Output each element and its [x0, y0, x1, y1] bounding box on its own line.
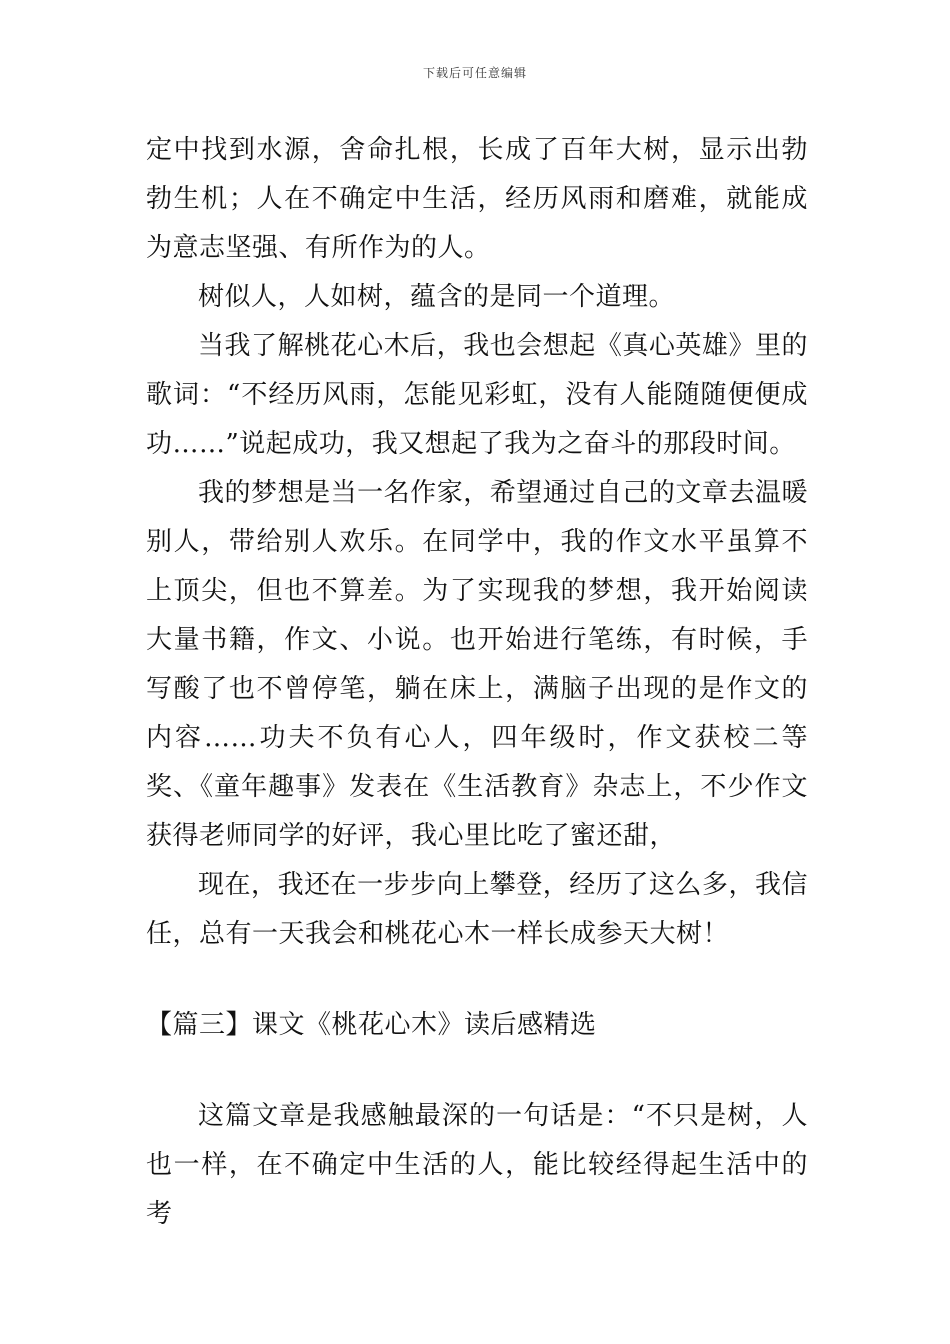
paragraph-continued: 定中找到水源，舍命扎根，长成了百年大树，显示出勃勃生机；人在不确定中生活，经历风雨和磨难，就能成为意志坚强、有所作为的人。	[146, 135, 808, 263]
paragraph-climbing: 现在，我还在一步步向上攀登，经历了这么多，我信任，总有一天我会和桃花心木一样长成参天大树！	[146, 870, 808, 949]
paragraph-section-three-start: 这篇文章是我感触最深的一句话是：“不只是树，人也一样，在不确定中生活的人，能比较经得起生活中的考	[146, 1101, 808, 1229]
document-body	[146, 126, 808, 1239]
paragraph-tree-like-person: 树似人，人如树，蕴含的是同一个道理。	[198, 282, 676, 312]
page-header-note: 下载后可任意编辑	[422, 66, 527, 80]
paragraph-song-lyrics: 当我了解桃花心木后，我也会想起《真心英雄》里的歌词：“不经历风雨，怎能见彩虹，没有人能随随便便成功……”说起成功，我又想起了我为之奋斗的那段时间。	[146, 331, 808, 459]
paragraph-dream-writer: 我的梦想是当一名作家，希望通过自己的文章去温暖别人，带给别人欢乐。在同学中，我的作文水平虽算不上顶尖，但也不算差。为了实现我的梦想，我开始阅读大量书籍，作文、小说。也开始进行笔练，有时候，手写酸了也不曾停笔，躺在床上，满脑子出现的是作文的内容……功夫不负有心人，四年级时，作文获校二等奖、《童年趣事》发表在《生活教育》杂志上，不少作文获得老师同学的好评，我心里比吃了蜜还甜，	[146, 478, 808, 851]
section-title: 【篇三】课文《桃花心木》读后感精选	[146, 1010, 597, 1040]
